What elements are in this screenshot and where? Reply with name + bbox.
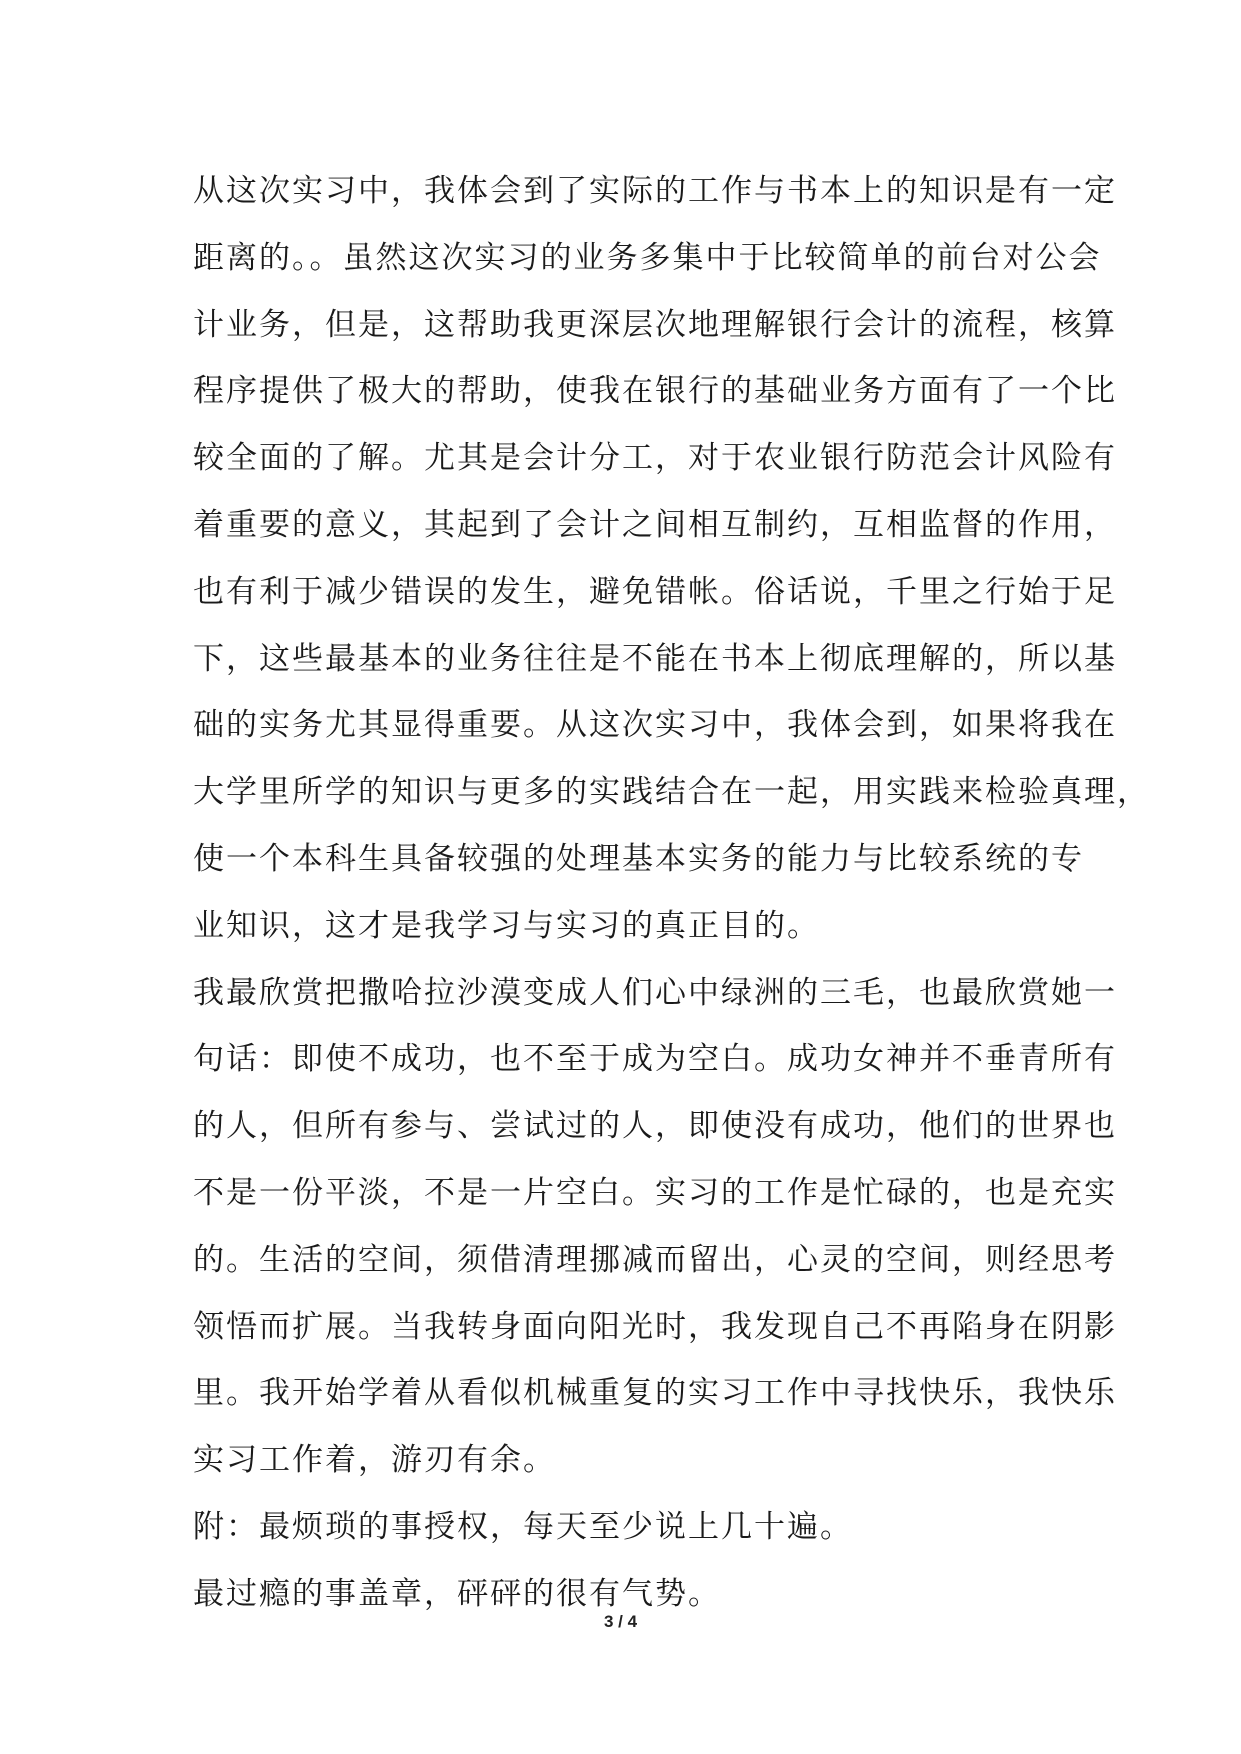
text-line: 从这次实习中，我体会到了实际的工作与书本上的知识是有一定 — [193, 173, 1117, 209]
text-line: 的人，但所有参与、尝试过的人，即使没有成功，他们的世界也 — [193, 1108, 1117, 1145]
text-line: 里。我开始学着从看似机械重复的实习工作中寻找快乐，我快乐 — [193, 1375, 1117, 1412]
text-line: 不是一份平淡，不是一片空白。实习的工作是忙碌的，也是充实 — [193, 1174, 1117, 1211]
text-line: 大学里所学的知识与更多的实践结合在一起，用实践来检验真理， — [193, 774, 1150, 811]
text-line: 程序提供了极大的帮助，使我在银行的基础业务方面有了一个比 — [193, 373, 1117, 410]
text-line: 也有利于减少错误的发生，避免错帐。俗话说，千里之行始于足 — [193, 573, 1117, 610]
text-line: 句话：即使不成功，也不至于成为空白。成功女神并不垂青所有 — [193, 1041, 1117, 1078]
text-line: 距离的。。虽然这次实习的业务多集中于比较简单的前台对公会 — [193, 239, 1102, 276]
body-text — [193, 158, 1150, 1628]
text-line: 实习工作着，游刃有余。 — [193, 1442, 556, 1479]
text-line: 下，这些最基本的业务往往是不能在书本上彻底理解的，所以基 — [193, 640, 1117, 677]
text-line: 我最欣赏把撒哈拉沙漠变成人们心中绿洲的三毛，也最欣赏她一 — [193, 974, 1117, 1011]
text-line: 附：最烦琐的事授权，每天至少说上几十遍。 — [193, 1508, 853, 1545]
text-line: 础的实务尤其显得重要。从这次实习中，我体会到，如果将我在 — [193, 707, 1117, 744]
text-line: 使一个本科生具备较强的处理基本实务的能力与比较系统的专 — [193, 840, 1084, 877]
text-line: 较全面的了解。尤其是会计分工，对于农业银行防范会计风险有 — [193, 440, 1117, 477]
text-line: 领悟而扩展。当我转身面向阳光时，我发现自己不再陷身在阴影 — [193, 1308, 1117, 1345]
text-line: 着重要的意义，其起到了会计之间相互制约，互相监督的作用， — [193, 506, 1117, 543]
text-line: 的。生活的空间，须借清理挪减而留出，心灵的空间，则经思考 — [193, 1241, 1117, 1278]
text-line: 最过瘾的事盖章，砰砰的很有气势。 — [193, 1575, 721, 1612]
page-number: 3 / 4 — [603, 1612, 638, 1631]
text-line: 计业务，但是，这帮助我更深层次地理解银行会计的流程，核算 — [193, 306, 1117, 343]
text-line: 业知识，这才是我学习与实习的真正目的。 — [193, 907, 820, 944]
